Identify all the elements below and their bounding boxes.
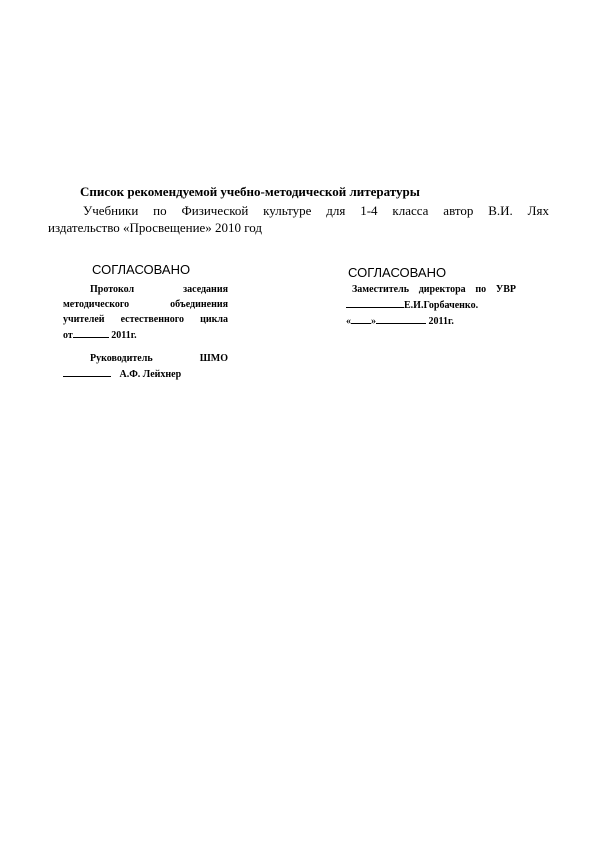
- word: заседания: [183, 284, 228, 295]
- word: Протокол: [90, 284, 135, 295]
- date-prefix: от: [63, 330, 73, 341]
- head-name: А.Ф. Лейхнер: [119, 369, 182, 380]
- word: УВР: [495, 284, 516, 295]
- word: Учебники: [83, 203, 139, 218]
- head-line: [63, 351, 228, 366]
- head-signature-line: [63, 366, 228, 382]
- word: Лях: [527, 203, 549, 218]
- date-suffix: 2011г.: [428, 316, 454, 327]
- day-blank: [351, 313, 371, 324]
- textbook-paragraph: [48, 202, 549, 236]
- word: учителей: [63, 314, 105, 325]
- word: для: [326, 203, 346, 218]
- approval-right-title: СОГЛАСОВАНО: [348, 265, 447, 280]
- word: автор: [443, 203, 474, 218]
- word: по: [153, 203, 167, 218]
- word: Физической: [181, 203, 249, 218]
- paragraph-line-1: [48, 202, 549, 219]
- word: объединения: [170, 299, 228, 310]
- deputy-line: [346, 282, 516, 297]
- word: Руководитель: [90, 353, 153, 364]
- quote-open: «: [346, 316, 351, 327]
- word: методического: [63, 299, 130, 310]
- signature-blank: [346, 297, 404, 308]
- methodical-line: [63, 297, 228, 312]
- signature-blank: [63, 366, 111, 377]
- word: В.И.: [488, 203, 513, 218]
- approval-right-block: [346, 282, 516, 329]
- date-line: [63, 327, 228, 343]
- word: естественного: [120, 314, 185, 325]
- paragraph-line-2: издательство «Просвещение» 2010 год: [48, 220, 263, 235]
- word: класса: [392, 203, 429, 218]
- word: Заместитель: [352, 284, 410, 295]
- date-blank: [73, 327, 109, 338]
- deputy-name: Е.И.Горбаченко.: [404, 300, 479, 311]
- literature-list-heading: Список рекомендуемой учебно-методической литературы: [80, 184, 420, 199]
- word: по: [475, 284, 487, 295]
- deputy-date-line: [346, 313, 516, 329]
- protocol-line: [63, 282, 228, 297]
- date-suffix: 2011г.: [111, 330, 137, 341]
- teachers-line: [63, 312, 228, 327]
- word: 1-4: [360, 203, 378, 218]
- approval-left-title: СОГЛАСОВАНО: [92, 262, 191, 277]
- approval-left-block: [63, 282, 228, 382]
- deputy-signature-line: [346, 297, 516, 313]
- month-blank: [376, 313, 426, 324]
- quote-close: »: [371, 316, 376, 327]
- word: директора: [418, 284, 466, 295]
- word: цикла: [200, 314, 228, 325]
- word: культуре: [263, 203, 312, 218]
- word: ШМО: [199, 353, 228, 364]
